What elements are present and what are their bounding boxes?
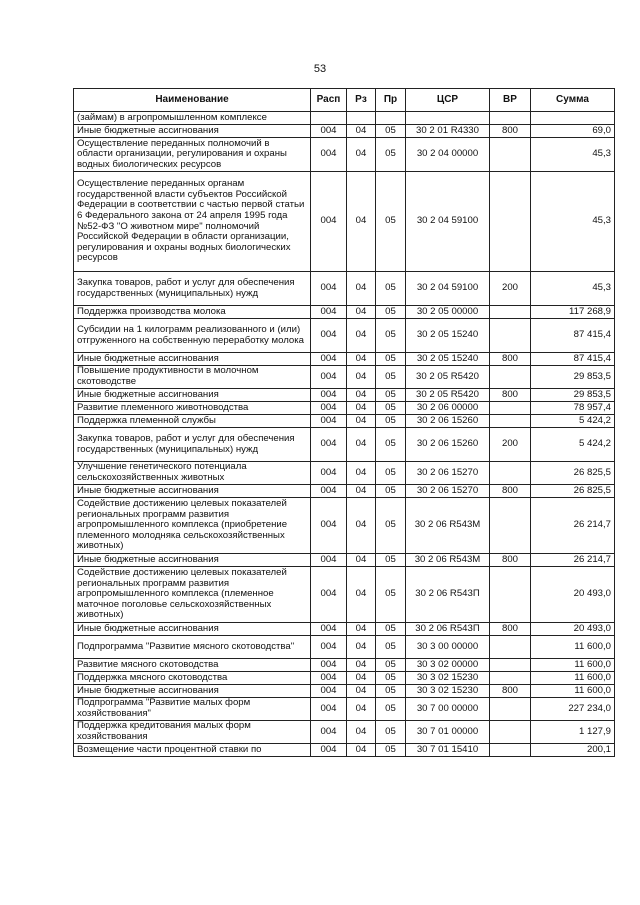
cell-pr: 05 bbox=[376, 402, 406, 415]
cell-vr bbox=[490, 366, 531, 389]
cell-name: Иные бюджетные ассигнования bbox=[74, 353, 311, 366]
cell-rasp: 004 bbox=[311, 636, 347, 659]
cell-rz: 04 bbox=[347, 402, 376, 415]
cell-vr: 800 bbox=[490, 554, 531, 567]
cell-pr: 05 bbox=[376, 353, 406, 366]
table-row bbox=[74, 567, 615, 623]
cell-rasp: 004 bbox=[311, 567, 347, 623]
cell-pr: 05 bbox=[376, 744, 406, 757]
cell-csr: 30 2 06 00000 bbox=[406, 402, 490, 415]
cell-rasp: 004 bbox=[311, 698, 347, 721]
cell-rz: 04 bbox=[347, 744, 376, 757]
cell-pr: 05 bbox=[376, 698, 406, 721]
cell-csr: 30 2 04 59100 bbox=[406, 172, 490, 272]
table-row bbox=[74, 389, 615, 402]
cell-csr: 30 2 05 R5420 bbox=[406, 366, 490, 389]
cell-rz bbox=[347, 112, 376, 125]
column-header-csr: ЦСР bbox=[406, 89, 490, 112]
cell-rz: 04 bbox=[347, 554, 376, 567]
table-row bbox=[74, 428, 615, 462]
table-row bbox=[74, 672, 615, 685]
table-row bbox=[74, 659, 615, 672]
cell-sum: 5 424,2 bbox=[531, 428, 615, 462]
cell-vr bbox=[490, 672, 531, 685]
cell-rasp: 004 bbox=[311, 125, 347, 138]
cell-pr: 05 bbox=[376, 567, 406, 623]
cell-sum: 87 415,4 bbox=[531, 319, 615, 353]
cell-rz: 04 bbox=[347, 685, 376, 698]
cell-rz: 04 bbox=[347, 366, 376, 389]
cell-rasp: 004 bbox=[311, 353, 347, 366]
cell-rasp: 004 bbox=[311, 554, 347, 567]
cell-rasp: 004 bbox=[311, 366, 347, 389]
cell-pr: 05 bbox=[376, 623, 406, 636]
cell-vr bbox=[490, 498, 531, 554]
cell-name: Улучшение генетического потенциала сельскохозяйственных животных bbox=[74, 462, 311, 485]
cell-name: Развитие мясного скотоводства bbox=[74, 659, 311, 672]
cell-vr bbox=[490, 306, 531, 319]
cell-sum: 29 853,5 bbox=[531, 366, 615, 389]
cell-sum: 78 957,4 bbox=[531, 402, 615, 415]
cell-rz: 04 bbox=[347, 485, 376, 498]
cell-rz: 04 bbox=[347, 353, 376, 366]
cell-rasp: 004 bbox=[311, 428, 347, 462]
cell-name: Закупка товаров, работ и услуг для обеспечения государственных (муниципальных) нужд bbox=[74, 428, 311, 462]
cell-sum: 20 493,0 bbox=[531, 567, 615, 623]
cell-rz: 04 bbox=[347, 172, 376, 272]
cell-sum: 200,1 bbox=[531, 744, 615, 757]
cell-rz: 04 bbox=[347, 636, 376, 659]
cell-name: Поддержка производства молока bbox=[74, 306, 311, 319]
cell-name: Подпрограмма "Развитие мясного скотоводства" bbox=[74, 636, 311, 659]
cell-rasp: 004 bbox=[311, 485, 347, 498]
cell-rz: 04 bbox=[347, 698, 376, 721]
cell-pr: 05 bbox=[376, 485, 406, 498]
cell-vr bbox=[490, 319, 531, 353]
cell-rz: 04 bbox=[347, 721, 376, 744]
table-row bbox=[74, 125, 615, 138]
cell-name: Содействие достижению целевых показателей региональных программ развития агропромышленного комплекса (племенное маточное поголовье сельскохозяйственных животных) bbox=[74, 567, 311, 623]
cell-name: Осуществление переданных полномочий в области организации, регулирования и охраны водных биологических ресурсов bbox=[74, 138, 311, 172]
table-row bbox=[74, 623, 615, 636]
cell-rasp: 004 bbox=[311, 402, 347, 415]
cell-sum: 45,3 bbox=[531, 138, 615, 172]
cell-name: Иные бюджетные ассигнования bbox=[74, 554, 311, 567]
cell-vr: 800 bbox=[490, 623, 531, 636]
table-row bbox=[74, 319, 615, 353]
cell-vr bbox=[490, 462, 531, 485]
cell-vr: 800 bbox=[490, 353, 531, 366]
cell-csr: 30 2 05 00000 bbox=[406, 306, 490, 319]
cell-sum: 26 825,5 bbox=[531, 462, 615, 485]
cell-rasp bbox=[311, 112, 347, 125]
cell-rasp: 004 bbox=[311, 415, 347, 428]
table-row bbox=[74, 636, 615, 659]
cell-name: Закупка товаров, работ и услуг для обеспечения государственных (муниципальных) нужд bbox=[74, 272, 311, 306]
cell-name: Возмещение части процентной ставки по bbox=[74, 744, 311, 757]
cell-rz: 04 bbox=[347, 567, 376, 623]
table-row bbox=[74, 721, 615, 744]
cell-name: Подпрограмма "Развитие малых форм хозяйствования" bbox=[74, 698, 311, 721]
cell-rz: 04 bbox=[347, 389, 376, 402]
cell-rz: 04 bbox=[347, 319, 376, 353]
cell-rz: 04 bbox=[347, 428, 376, 462]
cell-csr: 30 2 06 R543М bbox=[406, 554, 490, 567]
table-row bbox=[74, 554, 615, 567]
cell-sum: 26 214,7 bbox=[531, 554, 615, 567]
cell-pr: 05 bbox=[376, 462, 406, 485]
table-row bbox=[74, 744, 615, 757]
table-row bbox=[74, 138, 615, 172]
cell-sum: 69,0 bbox=[531, 125, 615, 138]
cell-vr bbox=[490, 636, 531, 659]
cell-sum: 227 234,0 bbox=[531, 698, 615, 721]
table-header-row bbox=[74, 89, 615, 112]
cell-vr bbox=[490, 402, 531, 415]
cell-rasp: 004 bbox=[311, 172, 347, 272]
cell-csr: 30 2 05 R5420 bbox=[406, 389, 490, 402]
cell-rz: 04 bbox=[347, 498, 376, 554]
cell-csr: 30 2 06 15270 bbox=[406, 485, 490, 498]
cell-rasp: 004 bbox=[311, 744, 347, 757]
cell-vr: 800 bbox=[490, 125, 531, 138]
cell-csr: 30 2 01 R4330 bbox=[406, 125, 490, 138]
cell-csr: 30 2 04 59100 bbox=[406, 272, 490, 306]
cell-pr: 05 bbox=[376, 636, 406, 659]
cell-rz: 04 bbox=[347, 415, 376, 428]
cell-csr: 30 2 05 15240 bbox=[406, 353, 490, 366]
column-header-vr: ВР bbox=[490, 89, 531, 112]
cell-rasp: 004 bbox=[311, 721, 347, 744]
column-header-sum: Сумма bbox=[531, 89, 615, 112]
table-row bbox=[74, 415, 615, 428]
cell-rasp: 004 bbox=[311, 659, 347, 672]
cell-vr bbox=[490, 744, 531, 757]
cell-csr: 30 2 06 R543П bbox=[406, 567, 490, 623]
cell-rasp: 004 bbox=[311, 672, 347, 685]
cell-sum: 11 600,0 bbox=[531, 636, 615, 659]
cell-rasp: 004 bbox=[311, 685, 347, 698]
cell-vr: 800 bbox=[490, 389, 531, 402]
table-row bbox=[74, 685, 615, 698]
cell-pr: 05 bbox=[376, 685, 406, 698]
cell-csr: 30 2 06 15260 bbox=[406, 415, 490, 428]
cell-csr: 30 2 06 R543М bbox=[406, 498, 490, 554]
cell-sum: 1 127,9 bbox=[531, 721, 615, 744]
cell-rz: 04 bbox=[347, 125, 376, 138]
cell-sum bbox=[531, 112, 615, 125]
cell-rz: 04 bbox=[347, 272, 376, 306]
cell-csr: 30 3 00 00000 bbox=[406, 636, 490, 659]
cell-rasp: 004 bbox=[311, 272, 347, 306]
cell-vr bbox=[490, 415, 531, 428]
cell-csr: 30 2 05 15240 bbox=[406, 319, 490, 353]
cell-rasp: 004 bbox=[311, 306, 347, 319]
cell-pr: 05 bbox=[376, 415, 406, 428]
cell-csr: 30 2 04 00000 bbox=[406, 138, 490, 172]
budget-table bbox=[73, 88, 615, 757]
cell-csr: 30 2 06 R543П bbox=[406, 623, 490, 636]
cell-vr bbox=[490, 138, 531, 172]
cell-rasp: 004 bbox=[311, 319, 347, 353]
cell-csr: 30 3 02 15230 bbox=[406, 685, 490, 698]
cell-rz: 04 bbox=[347, 138, 376, 172]
cell-pr: 05 bbox=[376, 389, 406, 402]
cell-vr: 800 bbox=[490, 485, 531, 498]
table-row bbox=[74, 306, 615, 319]
cell-pr: 05 bbox=[376, 554, 406, 567]
cell-sum: 26 825,5 bbox=[531, 485, 615, 498]
cell-pr: 05 bbox=[376, 125, 406, 138]
cell-pr: 05 bbox=[376, 366, 406, 389]
table-body bbox=[74, 112, 615, 757]
cell-name: Осуществление переданных органам государственной власти субъектов Российской Федерации в соответствии с частью первой статьи 6 Федерального закона от 24 апреля 1995 года №52-ФЗ "О животном мире" полномочий Российской Федерации в области организации, регулирования и охраны водных биологических ресурсов bbox=[74, 172, 311, 272]
cell-sum: 11 600,0 bbox=[531, 672, 615, 685]
cell-pr: 05 bbox=[376, 172, 406, 272]
cell-pr bbox=[376, 112, 406, 125]
table-row bbox=[74, 402, 615, 415]
cell-rz: 04 bbox=[347, 623, 376, 636]
cell-name: (займам) в агропромышленном комплексе bbox=[74, 112, 311, 125]
cell-vr: 800 bbox=[490, 685, 531, 698]
table-row bbox=[74, 462, 615, 485]
cell-rasp: 004 bbox=[311, 498, 347, 554]
cell-csr: 30 7 00 00000 bbox=[406, 698, 490, 721]
cell-csr: 30 7 01 00000 bbox=[406, 721, 490, 744]
cell-sum: 117 268,9 bbox=[531, 306, 615, 319]
cell-name: Субсидии на 1 килограмм реализованного и (или) отгруженного на собственную переработку молока bbox=[74, 319, 311, 353]
cell-name: Иные бюджетные ассигнования bbox=[74, 623, 311, 636]
cell-csr bbox=[406, 112, 490, 125]
cell-csr: 30 2 06 15270 bbox=[406, 462, 490, 485]
cell-sum: 26 214,7 bbox=[531, 498, 615, 554]
cell-sum: 5 424,2 bbox=[531, 415, 615, 428]
cell-pr: 05 bbox=[376, 659, 406, 672]
cell-sum: 20 493,0 bbox=[531, 623, 615, 636]
cell-rasp: 004 bbox=[311, 462, 347, 485]
column-header-rasp: Расп bbox=[311, 89, 347, 112]
cell-name: Иные бюджетные ассигнования bbox=[74, 125, 311, 138]
cell-sum: 11 600,0 bbox=[531, 659, 615, 672]
cell-sum: 87 415,4 bbox=[531, 353, 615, 366]
cell-csr: 30 3 02 15230 bbox=[406, 672, 490, 685]
cell-pr: 05 bbox=[376, 498, 406, 554]
cell-sum: 45,3 bbox=[531, 272, 615, 306]
cell-pr: 05 bbox=[376, 319, 406, 353]
cell-vr bbox=[490, 659, 531, 672]
table-row bbox=[74, 698, 615, 721]
cell-name: Развитие племенного животноводства bbox=[74, 402, 311, 415]
cell-vr bbox=[490, 112, 531, 125]
cell-name: Иные бюджетные ассигнования bbox=[74, 485, 311, 498]
cell-rz: 04 bbox=[347, 306, 376, 319]
cell-vr bbox=[490, 567, 531, 623]
column-header-name: Наименование bbox=[74, 89, 311, 112]
cell-pr: 05 bbox=[376, 428, 406, 462]
table-row bbox=[74, 172, 615, 272]
cell-csr: 30 3 02 00000 bbox=[406, 659, 490, 672]
column-header-rz: Рз bbox=[347, 89, 376, 112]
table-row bbox=[74, 485, 615, 498]
cell-name: Иные бюджетные ассигнования bbox=[74, 389, 311, 402]
cell-vr: 200 bbox=[490, 428, 531, 462]
cell-rz: 04 bbox=[347, 462, 376, 485]
table-row bbox=[74, 272, 615, 306]
table-row bbox=[74, 353, 615, 366]
cell-pr: 05 bbox=[376, 721, 406, 744]
cell-rasp: 004 bbox=[311, 623, 347, 636]
cell-rasp: 004 bbox=[311, 389, 347, 402]
cell-sum: 45,3 bbox=[531, 172, 615, 272]
cell-sum: 11 600,0 bbox=[531, 685, 615, 698]
cell-pr: 05 bbox=[376, 272, 406, 306]
cell-name: Поддержка племенной службы bbox=[74, 415, 311, 428]
cell-sum: 29 853,5 bbox=[531, 389, 615, 402]
cell-name: Иные бюджетные ассигнования bbox=[74, 685, 311, 698]
cell-rasp: 004 bbox=[311, 138, 347, 172]
table-row bbox=[74, 498, 615, 554]
cell-vr bbox=[490, 172, 531, 272]
cell-name: Содействие достижению целевых показателей региональных программ развития агропромышленного комплекса (приобретение племенного молодняка сельскохозяйственных животных) bbox=[74, 498, 311, 554]
cell-rz: 04 bbox=[347, 659, 376, 672]
table-row bbox=[74, 366, 615, 389]
cell-vr bbox=[490, 698, 531, 721]
cell-pr: 05 bbox=[376, 306, 406, 319]
cell-vr: 200 bbox=[490, 272, 531, 306]
cell-pr: 05 bbox=[376, 138, 406, 172]
column-header-pr: Пр bbox=[376, 89, 406, 112]
cell-csr: 30 2 06 15260 bbox=[406, 428, 490, 462]
page-number: 53 bbox=[313, 63, 327, 75]
table-row bbox=[74, 112, 615, 125]
cell-name: Повышение продуктивности в молочном скотоводстве bbox=[74, 366, 311, 389]
cell-name: Поддержка кредитования малых форм хозяйствования bbox=[74, 721, 311, 744]
cell-csr: 30 7 01 15410 bbox=[406, 744, 490, 757]
cell-vr bbox=[490, 721, 531, 744]
cell-rz: 04 bbox=[347, 672, 376, 685]
cell-name: Поддержка мясного скотоводства bbox=[74, 672, 311, 685]
cell-pr: 05 bbox=[376, 672, 406, 685]
